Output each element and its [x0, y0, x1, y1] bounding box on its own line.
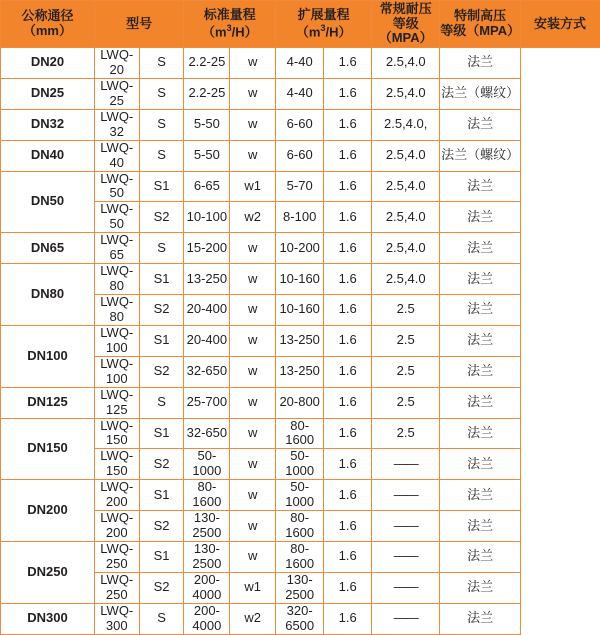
- table-row: [1, 542, 600, 573]
- column-header-nominal-diameter: [1, 1, 95, 48]
- table-row: [1, 78, 600, 109]
- cell-high-pressure: 2.5,4.0: [372, 78, 440, 109]
- cell-high-pressure: 2.5,4.0: [372, 171, 440, 202]
- cell-mounting-type: 法兰: [440, 233, 521, 264]
- cell-mounting-type: 法兰: [440, 295, 521, 326]
- cell-standard-flag: S1: [139, 480, 184, 511]
- column-header-line1: 特制高压: [454, 8, 507, 24]
- cell-high-pressure: 2.5,4.0: [372, 233, 440, 264]
- cell-standard-range: 5-50: [184, 109, 230, 140]
- column-header-line2: $(m^3/H)$: [202, 22, 258, 40]
- cell-high-pressure: ——: [372, 480, 440, 511]
- cell-high-pressure: ——: [372, 572, 440, 603]
- cell-standard-range: 6-65: [184, 171, 230, 202]
- cell-standard-flag: S1: [139, 264, 184, 295]
- column-header-line1: 安装方式: [534, 15, 587, 31]
- cell-extended-flag: w: [230, 264, 276, 295]
- cell-model: LWQ-20: [94, 48, 139, 79]
- column-header-line2: （mm）: [22, 23, 72, 38]
- cell-model: LWQ-80: [94, 295, 139, 326]
- cell-mounting-type: 法兰: [440, 480, 521, 511]
- cell-model: LWQ-80: [94, 264, 139, 295]
- cell-nominal-diameter: DN20: [1, 48, 95, 79]
- cell-model: LWQ-32: [94, 109, 139, 140]
- cell-standard-range: 10-100: [184, 202, 230, 233]
- cell-standard-flag: S2: [139, 572, 184, 603]
- cell-standard-range: 25-700: [184, 387, 230, 418]
- cell-standard-range: 32-650: [184, 418, 230, 449]
- cell-extended-range: 6-60: [276, 140, 324, 171]
- cell-high-pressure: ——: [372, 511, 440, 542]
- cell-standard-range: 20-400: [184, 325, 230, 356]
- table-body: [1, 48, 600, 635]
- column-header-model: [94, 1, 184, 48]
- cell-high-pressure: 2.5: [372, 387, 440, 418]
- cell-model: LWQ-250: [94, 542, 139, 573]
- cell-high-pressure: ——: [372, 603, 440, 634]
- cell-standard-range: 130-2500: [184, 542, 230, 573]
- cell-extended-flag: w: [230, 295, 276, 326]
- cell-standard-pressure: 1.6: [324, 511, 372, 542]
- cell-standard-flag: S2: [139, 511, 184, 542]
- cell-high-pressure: ——: [372, 542, 440, 573]
- cell-extended-flag: w1: [230, 572, 276, 603]
- column-header-line1: 常规耐压: [379, 0, 432, 16]
- cell-nominal-diameter: DN125: [1, 387, 95, 418]
- cell-extended-range: 80-1600: [276, 511, 324, 542]
- cell-high-pressure: 2.5: [372, 295, 440, 326]
- cell-nominal-diameter: DN32: [1, 109, 95, 140]
- cell-standard-flag: S: [139, 140, 184, 171]
- column-header-high-pressure: [440, 1, 521, 48]
- column-header-line1: 标准量程: [203, 6, 256, 22]
- cell-high-pressure: 2.5: [372, 418, 440, 449]
- cell-extended-flag: w: [230, 449, 276, 480]
- cell-extended-range: 20-800: [276, 387, 324, 418]
- cell-model: LWQ-300: [94, 603, 139, 634]
- cell-model: LWQ-65: [94, 233, 139, 264]
- column-header-mounting-type: [521, 1, 600, 48]
- cell-extended-range: 10-160: [276, 264, 324, 295]
- cell-standard-range: 32-650: [184, 356, 230, 387]
- cell-extended-flag: w2: [230, 202, 276, 233]
- cell-standard-range: 20-400: [184, 295, 230, 326]
- cell-standard-range: 5-50: [184, 140, 230, 171]
- cell-standard-range: 2.2-25: [184, 78, 230, 109]
- cell-mounting-type: 法兰: [440, 356, 521, 387]
- cell-extended-range: 4-40: [276, 78, 324, 109]
- cell-mounting-type: 法兰: [440, 542, 521, 573]
- cell-standard-pressure: 1.6: [324, 449, 372, 480]
- cell-model: LWQ-200: [94, 511, 139, 542]
- cell-extended-range: 13-250: [276, 356, 324, 387]
- cell-standard-range: 13-250: [184, 264, 230, 295]
- column-header-line2: 等级（MPA）: [378, 15, 433, 46]
- cell-mounting-type: 法兰（螺纹）: [440, 140, 521, 171]
- column-header-standard-pressure: [372, 1, 440, 48]
- cell-standard-pressure: 1.6: [324, 480, 372, 511]
- cell-extended-range: 5-70: [276, 171, 324, 202]
- cell-nominal-diameter: DN80: [1, 264, 95, 326]
- cell-mounting-type: 法兰: [440, 109, 521, 140]
- cell-model: LWQ-200: [94, 480, 139, 511]
- cell-nominal-diameter: DN250: [1, 542, 95, 604]
- column-header-line2: 等级（MPA）: [440, 23, 521, 38]
- table-row: [1, 603, 600, 634]
- column-header-line1: 扩展量程: [297, 6, 350, 22]
- cell-standard-flag: S2: [139, 295, 184, 326]
- table-row: [1, 325, 600, 356]
- cell-mounting-type: 法兰: [440, 48, 521, 79]
- cell-standard-flag: S1: [139, 418, 184, 449]
- cell-extended-flag: w: [230, 480, 276, 511]
- cell-standard-pressure: 1.6: [324, 202, 372, 233]
- cell-extended-range: 320-6500: [276, 603, 324, 634]
- cell-standard-pressure: 1.6: [324, 78, 372, 109]
- cell-extended-flag: w: [230, 511, 276, 542]
- cell-standard-pressure: 1.6: [324, 264, 372, 295]
- cell-extended-flag: w2: [230, 603, 276, 634]
- table-row: [1, 418, 600, 449]
- cell-high-pressure: 2.5,4.0: [372, 202, 440, 233]
- cell-extended-range: 13-250: [276, 325, 324, 356]
- cell-standard-pressure: 1.6: [324, 356, 372, 387]
- cell-nominal-diameter: DN65: [1, 233, 95, 264]
- cell-extended-flag: w: [230, 233, 276, 264]
- cell-nominal-diameter: DN200: [1, 480, 95, 542]
- column-header-line2: $(m^3/H)$: [295, 22, 352, 40]
- cell-extended-flag: w: [230, 418, 276, 449]
- cell-standard-pressure: 1.6: [324, 387, 372, 418]
- cell-model: LWQ-150: [94, 418, 139, 449]
- table-row: [1, 233, 600, 264]
- cell-standard-flag: S2: [139, 449, 184, 480]
- cell-mounting-type: 法兰: [440, 387, 521, 418]
- cell-model: LWQ-40: [94, 140, 139, 171]
- cell-model: LWQ-150: [94, 449, 139, 480]
- cell-extended-range: 10-160: [276, 295, 324, 326]
- cell-standard-flag: S2: [139, 356, 184, 387]
- cell-standard-flag: S1: [139, 171, 184, 202]
- cell-standard-range: 50-1000: [184, 449, 230, 480]
- cell-mounting-type: 法兰: [440, 418, 521, 449]
- cell-standard-pressure: 1.6: [324, 572, 372, 603]
- cell-standard-flag: S: [139, 387, 184, 418]
- cell-standard-flag: S: [139, 78, 184, 109]
- cell-extended-range: 4-40: [276, 48, 324, 79]
- cell-mounting-type: 法兰: [440, 202, 521, 233]
- cell-high-pressure: 2.5: [372, 356, 440, 387]
- cell-high-pressure: 2.5,4.0: [372, 264, 440, 295]
- table-row: [1, 387, 600, 418]
- cell-extended-range: 50-1000: [276, 449, 324, 480]
- cell-nominal-diameter: DN25: [1, 78, 95, 109]
- cell-mounting-type: 法兰: [440, 511, 521, 542]
- cell-mounting-type: 法兰（螺纹）: [440, 78, 521, 109]
- cell-standard-range: 200-4000: [184, 572, 230, 603]
- cell-standard-pressure: 1.6: [324, 48, 372, 79]
- table-row: [1, 140, 600, 171]
- column-header-line1: 型号: [126, 15, 153, 31]
- cell-standard-flag: S: [139, 233, 184, 264]
- cell-standard-range: 15-200: [184, 233, 230, 264]
- cell-extended-range: 130-2500: [276, 572, 324, 603]
- cell-extended-range: 80-1600: [276, 418, 324, 449]
- cell-high-pressure: 2.5,4.0: [372, 140, 440, 171]
- cell-high-pressure: 2.5,4.0,: [372, 109, 440, 140]
- cell-standard-flag: S: [139, 603, 184, 634]
- cell-model: LWQ-100: [94, 356, 139, 387]
- cell-extended-flag: w: [230, 109, 276, 140]
- cell-standard-pressure: 1.6: [324, 603, 372, 634]
- cell-nominal-diameter: DN300: [1, 603, 95, 634]
- cell-extended-flag: w: [230, 78, 276, 109]
- cell-standard-pressure: 1.6: [324, 542, 372, 573]
- table-row: [1, 171, 600, 202]
- cell-nominal-diameter: DN40: [1, 140, 95, 171]
- cell-standard-range: 2.2-25: [184, 48, 230, 79]
- cell-nominal-diameter: DN100: [1, 325, 95, 387]
- cell-standard-flag: S2: [139, 202, 184, 233]
- cell-extended-flag: w: [230, 48, 276, 79]
- cell-high-pressure: 2.5: [372, 325, 440, 356]
- cell-extended-range: 10-200: [276, 233, 324, 264]
- cell-extended-range: 8-100: [276, 202, 324, 233]
- cell-extended-flag: w: [230, 325, 276, 356]
- cell-standard-range: 80-1600: [184, 480, 230, 511]
- cell-extended-range: 80-1600: [276, 542, 324, 573]
- cell-high-pressure: 2.5,4.0: [372, 48, 440, 79]
- cell-standard-flag: S1: [139, 542, 184, 573]
- cell-standard-pressure: 1.6: [324, 140, 372, 171]
- cell-model: LWQ-50: [94, 202, 139, 233]
- cell-standard-flag: S: [139, 48, 184, 79]
- cell-model: LWQ-100: [94, 325, 139, 356]
- cell-extended-flag: w1: [230, 171, 276, 202]
- cell-standard-pressure: 1.6: [324, 171, 372, 202]
- column-header-line1: 公称通径: [21, 8, 74, 24]
- table-row: [1, 109, 600, 140]
- cell-mounting-type: 法兰: [440, 264, 521, 295]
- cell-mounting-type: 法兰: [440, 572, 521, 603]
- cell-mounting-type: 法兰: [440, 603, 521, 634]
- table-header: [1, 1, 600, 48]
- cell-mounting-type: 法兰: [440, 449, 521, 480]
- cell-nominal-diameter: DN50: [1, 171, 95, 233]
- cell-mounting-type: 法兰: [440, 171, 521, 202]
- cell-extended-flag: w: [230, 542, 276, 573]
- table-row: [1, 264, 600, 295]
- table-row: [1, 48, 600, 79]
- cell-mounting-type: 法兰: [440, 325, 521, 356]
- cell-extended-flag: w: [230, 356, 276, 387]
- cell-nominal-diameter: DN150: [1, 418, 95, 480]
- cell-standard-range: 130-2500: [184, 511, 230, 542]
- cell-standard-flag: S: [139, 109, 184, 140]
- cell-standard-range: 200-4000: [184, 603, 230, 634]
- column-header-extended-range: [276, 1, 372, 48]
- cell-standard-pressure: 1.6: [324, 295, 372, 326]
- table-header-row: [1, 1, 600, 48]
- table-row: [1, 480, 600, 511]
- cell-standard-pressure: 1.6: [324, 109, 372, 140]
- cell-model: LWQ-50: [94, 171, 139, 202]
- cell-standard-flag: S1: [139, 325, 184, 356]
- cell-standard-pressure: 1.6: [324, 233, 372, 264]
- cell-standard-pressure: 1.6: [324, 418, 372, 449]
- cell-high-pressure: ——: [372, 449, 440, 480]
- cell-model: LWQ-250: [94, 572, 139, 603]
- cell-standard-pressure: 1.6: [324, 325, 372, 356]
- cell-extended-flag: w: [230, 140, 276, 171]
- cell-extended-range: 6-60: [276, 109, 324, 140]
- cell-extended-range: 50-1000: [276, 480, 324, 511]
- cell-model: LWQ-125: [94, 387, 139, 418]
- cell-model: LWQ-25: [94, 78, 139, 109]
- column-header-standard-range: [184, 1, 276, 48]
- cell-extended-flag: w: [230, 387, 276, 418]
